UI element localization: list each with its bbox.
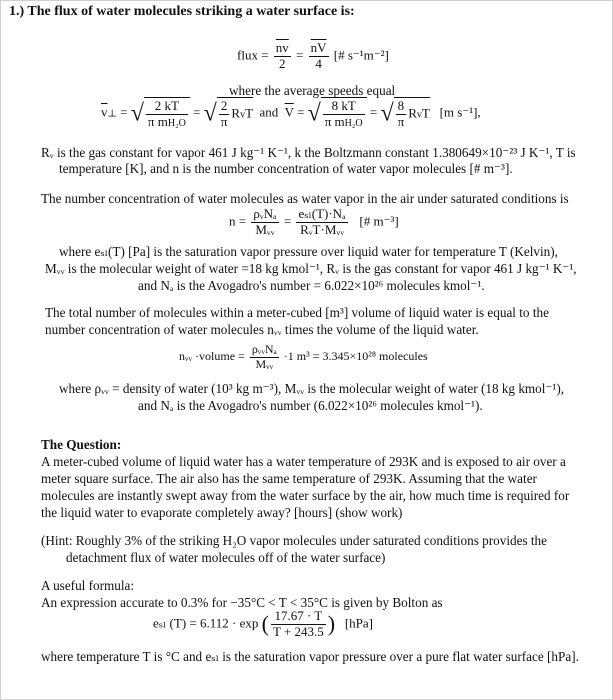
saturation-pressure-equation: eₛₗ (T) = 6.112 · exp ( $\frac{17.67 \cdot T}{T + 243.5}$ ) [hPa] [153,608,373,639]
useful-formula-label: A useful formula: [41,578,135,593]
question-heading: The Question: [41,437,122,452]
rv-definition-line-1: Rᵥ is the gas constant for vapor 461 J kg⁻¹ K⁻¹, k the Boltzmann constant 1.380649×10⁻²³ J K⁻¹, T is [41,145,576,160]
molecules-equation: nᵥᵥ ·volume = $\frac{\text{ρᵥᵥNₐ}}{\text{Mᵥᵥ}}$ ·1 m³ = 3.345×10²⁸ molecules [179,342,428,371]
bolton-line: An expression accurate to 0.3% for −35°C < T < 35°C is given by Bolton as [41,595,443,610]
question-line-4: the liquid water to evaporate completely away? [hours] (show work) [41,505,403,520]
hint-line-1: (Hint: Roughly 3% of the striking H₂O vapor molecules under saturated conditions provides the [41,533,547,548]
hint-line-2: detachment flux of water molecules off of the water surface) [66,550,386,565]
where-line-3: and Nₐ is the Avogadro's number = 6.022×10²⁶ molecules kmol⁻¹. [138,278,485,293]
where-line-2: Mᵥᵥ is the molecular weight of water =18 kg kmol⁻¹, Rᵥ is the gas constant for vapor 461 J kg⁻¹ K⁻¹, [45,261,577,276]
speeds-equation: $\overline{v}\perp$ = √ $\frac{2 kT}{\text{π mH₂O}}$ = √ $\frac{2}{\pi}$ RvT and $\overline{V}$ = √ $\frac{8 kT}{\text{π mH₂O}}$ = √ $\frac{8}{\pi}$ RvT [m s⁻¹], [101,98,481,129]
question-line-3: molecules are instantly swept away from the water surface by the air, how much time is required for [41,488,570,503]
problem-title: 1.) The flux of water molecules striking a water surface is: [9,4,355,19]
rho-line-2: and Nₐ is the Avogadro's number (6.022×10²⁶ molecules kmol⁻¹). [138,398,483,413]
rho-line-1: where ρᵥᵥ = density of water (10³ kg m⁻³), Mᵥᵥ is the molecular weight of water (18 kg kmol⁻¹), [59,381,565,396]
flux-equation: flux = $\frac{\overline{nv}}{2}$ = $\frac{\overline{nV}}{4}$ [# s⁻¹m⁻²] [237,40,389,71]
number-concentration-line: The number concentration of water molecules as water vapor in the air under saturated conditions is [41,191,569,206]
rv-definition-line-2: temperature [K], and n is the number concentration of water vapor molecules [# m⁻³]. [59,161,513,176]
total-line-1: The total number of molecules within a meter-cubed [m³] volume of liquid water is equal to the [45,305,549,320]
n-equation: n = $\frac{\text{ρᵥNₐ}}{\text{Mᵥᵥ}}$ = $\frac{\text{eₛₗ(T)·Nₐ}}{\text{RᵥT·Mᵥᵥ}}$ [# m⁻³] [229,206,399,237]
where-line-1: where eₛₗ(T) [Pa] is the saturation vapor pressure over liquid water for temperature T (Kelvin), [59,244,558,259]
question-line-1: A meter-cubed volume of liquid water has a water temperature of 293K and is exposed to air over a [41,454,566,469]
average-speeds-line: where the average speeds equal [229,83,396,98]
question-line-2: meter square surface. The air also has the same temperature of 293K. Assuming that the water [41,471,537,486]
final-line: where temperature T is °C and eₛₗ is the saturation vapor pressure over a pure flat water surface [hPa]. [41,649,579,664]
total-line-2: number concentration of water molecules nᵥᵥ times the volume of the liquid water. [45,322,479,337]
